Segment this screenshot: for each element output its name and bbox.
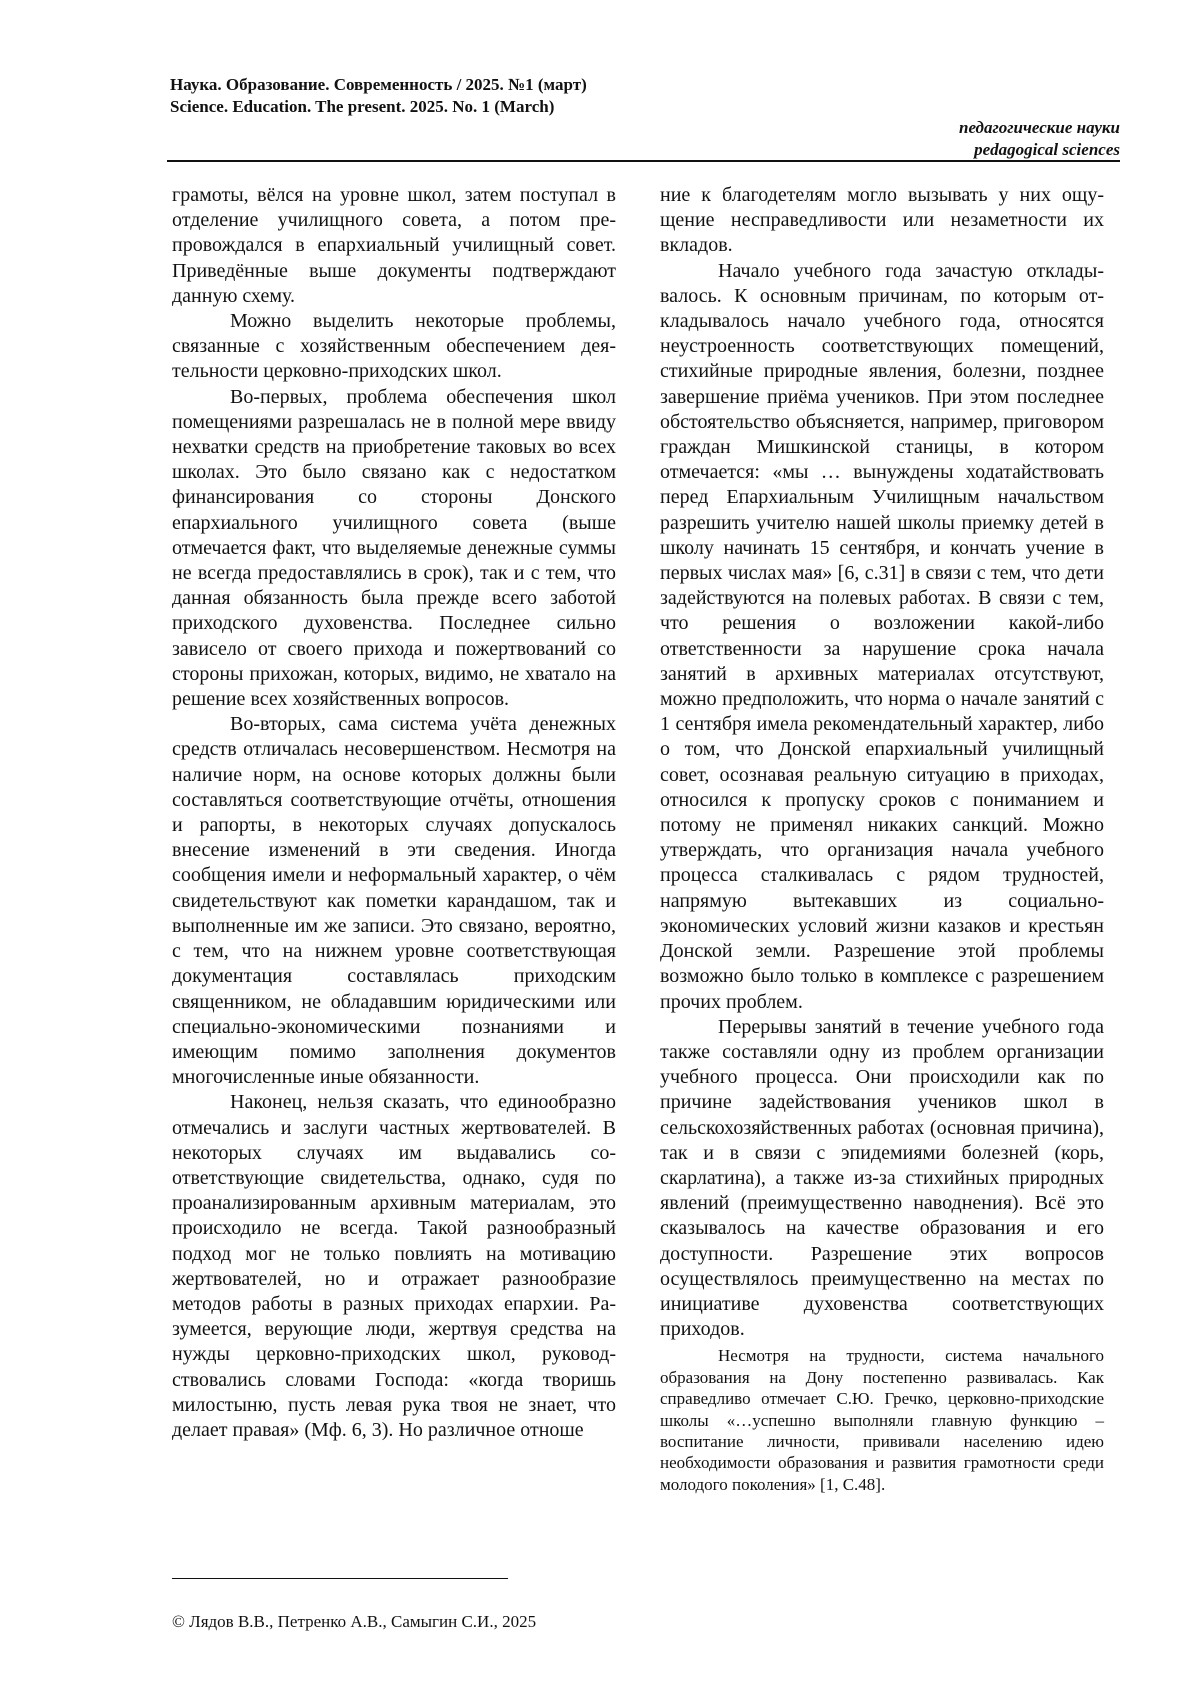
- paragraph: Во-вторых, сама система учёта денежных средств отличалась несовершенством. Несмотря на наличие норм, на основе которых должны были составляться соответствующие отчёты, отношения и рапорты, в некоторых случаях допускалось внесение изменений в эти сведения. Иногда сообщения имели и неформальный характер, о чём свидетельствуют как пометки карандашом, так и выполненные им же записи. Это связано, вероятно, с тем, что на нижнем уровне соответствующая документация составлялась приходским священником, не обладавшим юридическими или специально-экономическими познаниями и имеющим помимо заполнения документов многочисленные иные обязанности.: [172, 713, 616, 1089]
- journal-title-ru: Наука. Образование. Современность / 2025. №1 (март): [170, 75, 587, 94]
- paragraph: грамоты, вёлся на уровне школ, затем поступал в отделение училищного совета, а потом препровождался в епархиальный училищный совет. Приведённые выше документы подтверждают данную схему.: [172, 184, 616, 307]
- section-rubric: [959, 117, 1120, 161]
- header-divider: [167, 160, 1120, 162]
- paragraph: Можно выделить некоторые проблемы, связанные с хозяйственным обеспечением деятельности церковно-приходских школ.: [172, 310, 616, 383]
- paragraph: ние к благодетелям могло вызывать у них ощущение несправедливости или незаметности их вкладов.: [660, 184, 1104, 257]
- rubric-ru: педагогические науки: [958, 118, 1120, 137]
- paragraph: Наконец, нельзя сказать, что единообразно отмечались и заслуги частных жертвователей. В некоторых случаях им выдавались соответствующие свидетельства, однако, судя по проанализированным архивным материалам, это происходило не всегда. Такой разнообразный подход мог не только повлиять на мотивацию жертвователей, но и отражает разнообразие методов работы в разных приходах епархии. Разумеется, верующие люди, жертвуя средства на нужды церковно-приходских школ, руководствовались словами Господа: «когда творишь милостыню, пусть левая рука твоя не знает, что делает правая» (Мф. 6, 3). Но различное отноше: [172, 1091, 616, 1441]
- rubric-en: pedagogical sciences: [974, 140, 1120, 159]
- paragraph: Начало учебного года зачастую откладывалось. К основным причинам, по которым откладывалось начало учебного года, относятся неустроенность соответствующих помещений, стихийные природные явления, болезни, позднее завершение приёма учеников. При этом последнее обстоятельство объясняется, например, приговором граждан Мишкинской станицы, в котором отмечается: «мы … вынуждены ходатайствовать перед Епархиальным Училищным начальством разрешить учителю нашей школы приемку детей в школу начинать 15 сентября, и кончать учение в первых числах мая» [6, с.31] в связи с тем, что дети задействуются на полевых работах. В связи с тем, что решения о возложении какой-либо ответственности за нарушение срока начала занятий в архивных материалах отсутствуют, можно предположить, что норма о начале занятий с 1 сентября имела рекомендательный характер, либо о том, что Донской епархиальный училищный совет, осознавая реальную ситуацию в приходах, относился к пропуску сроков с пониманием и потому не применял никаких санкций. Можно утверждать, что организация начала учебного процесса сталкивалась с рядом трудностей, напрямую вытекавших из социально-экономических условий жизни казаков и крестьян Донской земли. Разрешение этой проблемы возможно было только в комплексе с разрешением прочих проблем.: [660, 259, 1104, 1013]
- left-text-column: [172, 183, 616, 1443]
- journal-header: [170, 74, 1120, 118]
- copyright-notice: © Лядов В.В., Петренко А.В., Самыгин С.И., 2025: [172, 1612, 537, 1631]
- right-text-column: [660, 183, 1104, 1495]
- paragraph: Перерывы занятий в течение учебного года также составляли одну из проблем организации учебного процесса. Они происходили как по причине задействования учеников школ в сельскохозяйственных работах (основная причина), так и в связи с эпидемиями болезней (корь, скарлатина), а также из-за стихийных природных явлений (преимущественно наводнения). Всё это сказывалось на качестве образования и его доступности. Разрешение этих вопросов осуществлялось преимущественно на местах по инициативе духовенства соответствующих приходов.: [660, 1015, 1104, 1341]
- paragraph: Во-первых, проблема обеспечения школ помещениями разрешалась не в полной мере ввиду нехватки средств на приобретение таковых во всех школах. Это было связано как с недостатком финансирования со стороны Донского епархиального училищного совета (выше отмечается факт, что выделяемые денежные суммы не всегда предоставлялись в срок), так и с тем, что данная обязанность была прежде всего заботой приходского духовенства. Последнее сильно зависело от своего прихода и пожертвований со стороны прихожан, которых, видимо, не хватало на решение всех хозяйственных вопросов.: [172, 385, 616, 711]
- footnote-divider: [172, 1578, 508, 1579]
- journal-title-en: Science. Education. The present. 2025. No. 1 (March): [170, 97, 555, 116]
- quote-paragraph: Несмотря на трудности, система начального образования на Дону постепенно развивалась. Как справедливо отмечает С.Ю. Гречко, церковно-приходские школы «…успешно выполняли главную функцию – воспитание личности, прививали населению идею необходимости образования и развития грамотности среди молодого поколения» [1, С.48].: [660, 1346, 1104, 1494]
